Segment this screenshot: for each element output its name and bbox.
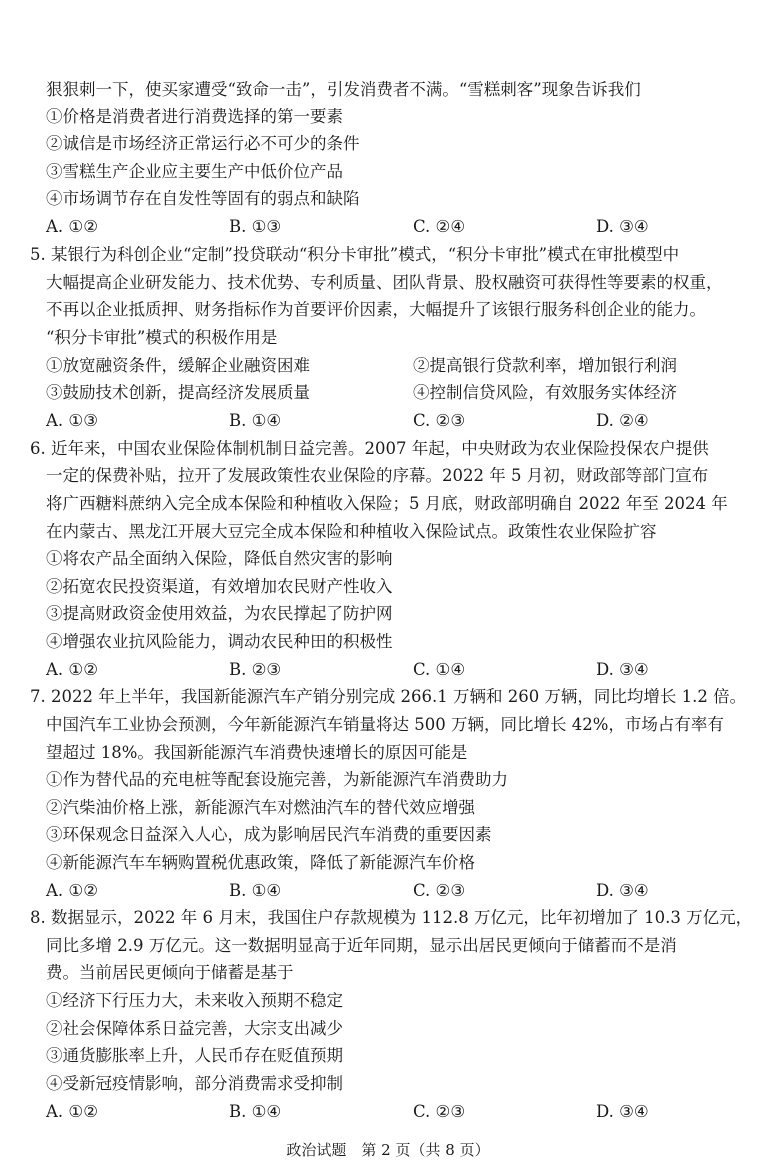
q4-statement-3: ③雪糕生产企业应主要生产中低价位产品: [46, 162, 343, 181]
page-footer: 政治试题 第 2 页（共 8 页）: [286, 1141, 490, 1159]
q6-choice-a: A. ①②: [46, 660, 98, 679]
q5-choice-b: B. ①④: [229, 411, 282, 430]
q6-line-3: 将广西糖料蔗纳入完全成本保险和种植收入保险；5 月底，财政部明确自 2022 年至 2024 年: [46, 494, 728, 513]
q6-choice-b: B. ②③: [229, 660, 282, 679]
q8-statement-2: ②社会保障体系日益完善，大宗支出减少: [46, 1019, 343, 1038]
q6-line-1: 6. 近年来，中国农业保险体制机制日益完善。2007 年起，中央财政为农业保险投保农户提供: [30, 439, 709, 458]
q5-choice-c: C. ②③: [413, 411, 466, 430]
q8-choice-b: B. ①④: [229, 1102, 282, 1121]
q7-statement-4: ④新能源汽车车辆购置税优惠政策，降低了新能源汽车价格: [46, 853, 475, 872]
q7-choice-b: B. ①④: [229, 881, 282, 900]
q6-statement-3: ③提高财政资金使用效益，为农民撑起了防护网: [46, 604, 393, 623]
q4-statement-4: ④市场调节存在自发性等固有的弱点和缺陷: [46, 189, 360, 208]
q6-choice-d: D. ③④: [596, 660, 649, 679]
q4-choice-b: B. ①③: [229, 217, 282, 236]
q6-choice-c: C. ①④: [413, 660, 466, 679]
continuation-line-1: 狠狠刺一下，使买家遭受“致命一击”，引发消费者不满。“雪糕刺客”现象告诉我们: [46, 80, 641, 99]
q8-line-2: 同比多增 2.9 万亿元。这一数据明显高于近年同期，显示出居民更倾向于储蓄而不是消: [46, 936, 677, 955]
q6-statement-2: ②拓宽农民投资渠道，有效增加农民财产性收入: [46, 577, 393, 596]
q5-choice-a: A. ①③: [46, 411, 98, 430]
q7-statement-3: ③环保观念日益深入人心，成为影响居民汽车消费的重要因素: [46, 825, 492, 844]
q5-statement-1: ①放宽融资条件，缓解企业融资困难: [46, 356, 310, 375]
q8-line-3: 费。当前居民更倾向于储蓄是基于: [46, 963, 294, 982]
q8-choice-a: A. ①②: [46, 1102, 98, 1121]
q5-statement-2: ②提高银行贷款利率，增加银行利润: [413, 356, 677, 375]
q6-line-2: 一定的保费补贴，拉开了发展政策性农业保险的序幕。2022 年 5 月初，财政部等部门宣布: [46, 466, 709, 485]
q7-statement-1: ①作为替代品的充电桩等配套设施完善，为新能源汽车消费助力: [46, 770, 508, 789]
q4-statement-2: ②诚信是市场经济正常运行必不可少的条件: [46, 134, 360, 153]
q7-line-1: 7. 2022 年上半年，我国新能源汽车产销分别完成 266.1 万辆和 260 万辆，同比均增长 1.2 倍。: [30, 687, 747, 706]
q5-line-4: “积分卡审批”模式的积极作用是: [46, 328, 278, 347]
q5-line-1: 5. 某银行为科创企业“定制”投贷联动“积分卡审批”模式，“积分卡审批”模式在审批模型中: [30, 245, 680, 264]
q8-statement-1: ①经济下行压力大，未来收入预期不稳定: [46, 991, 343, 1010]
q6-statement-1: ①将农产品全面纳入保险，降低自然灾害的影响: [46, 549, 393, 568]
q7-choice-a: A. ①②: [46, 881, 98, 900]
q5-choice-d: D. ②④: [596, 411, 649, 430]
q5-statement-4: ④控制信贷风险，有效服务实体经济: [413, 383, 677, 402]
q8-statement-3: ③通货膨胀率上升，人民币存在贬值预期: [46, 1046, 343, 1065]
q7-statement-2: ②汽柴油价格上涨，新能源汽车对燃油汽车的替代效应增强: [46, 798, 475, 817]
q6-line-4: 在内蒙古、黑龙江开展大豆完全成本保险和种植收入保险试点。政策性农业保险扩容: [46, 522, 657, 541]
q7-line-2: 中国汽车工业协会预测，今年新能源汽车销量将达 500 万辆，同比增长 42%，市场占有率有: [46, 715, 724, 734]
q5-line-3: 不再以企业抵质押、财务指标作为首要评价因素，大幅提升了该银行服务科创企业的能力。: [46, 300, 706, 319]
q7-choice-c: C. ②③: [413, 881, 466, 900]
q7-line-3: 望超过 18%。我国新能源汽车消费快速增长的原因可能是: [46, 743, 468, 762]
q4-statement-1: ①价格是消费者进行消费选择的第一要素: [46, 107, 343, 126]
q8-statement-4: ④受新冠疫情影响，部分消费需求受抑制: [46, 1074, 343, 1093]
q6-statement-4: ④增强农业抗风险能力，调动农民种田的积极性: [46, 632, 393, 651]
q8-choice-c: C. ②③: [413, 1102, 466, 1121]
q4-choice-a: A. ①②: [46, 217, 98, 236]
q4-choice-d: D. ③④: [596, 217, 649, 236]
q5-line-2: 大幅提高企业研发能力、技术优势、专利质量、团队背景、股权融资可获得性等要素的权重，: [46, 273, 723, 292]
q5-statement-3: ③鼓励技术创新，提高经济发展质量: [46, 383, 310, 402]
q4-choice-c: C. ②④: [413, 217, 466, 236]
q8-choice-d: D. ③④: [596, 1102, 649, 1121]
q7-choice-d: D. ③④: [596, 881, 649, 900]
q8-line-1: 8. 数据显示，2022 年 6 月末，我国住户存款规模为 112.8 万亿元，比年初增加了 10.3 万亿元，: [30, 908, 753, 927]
